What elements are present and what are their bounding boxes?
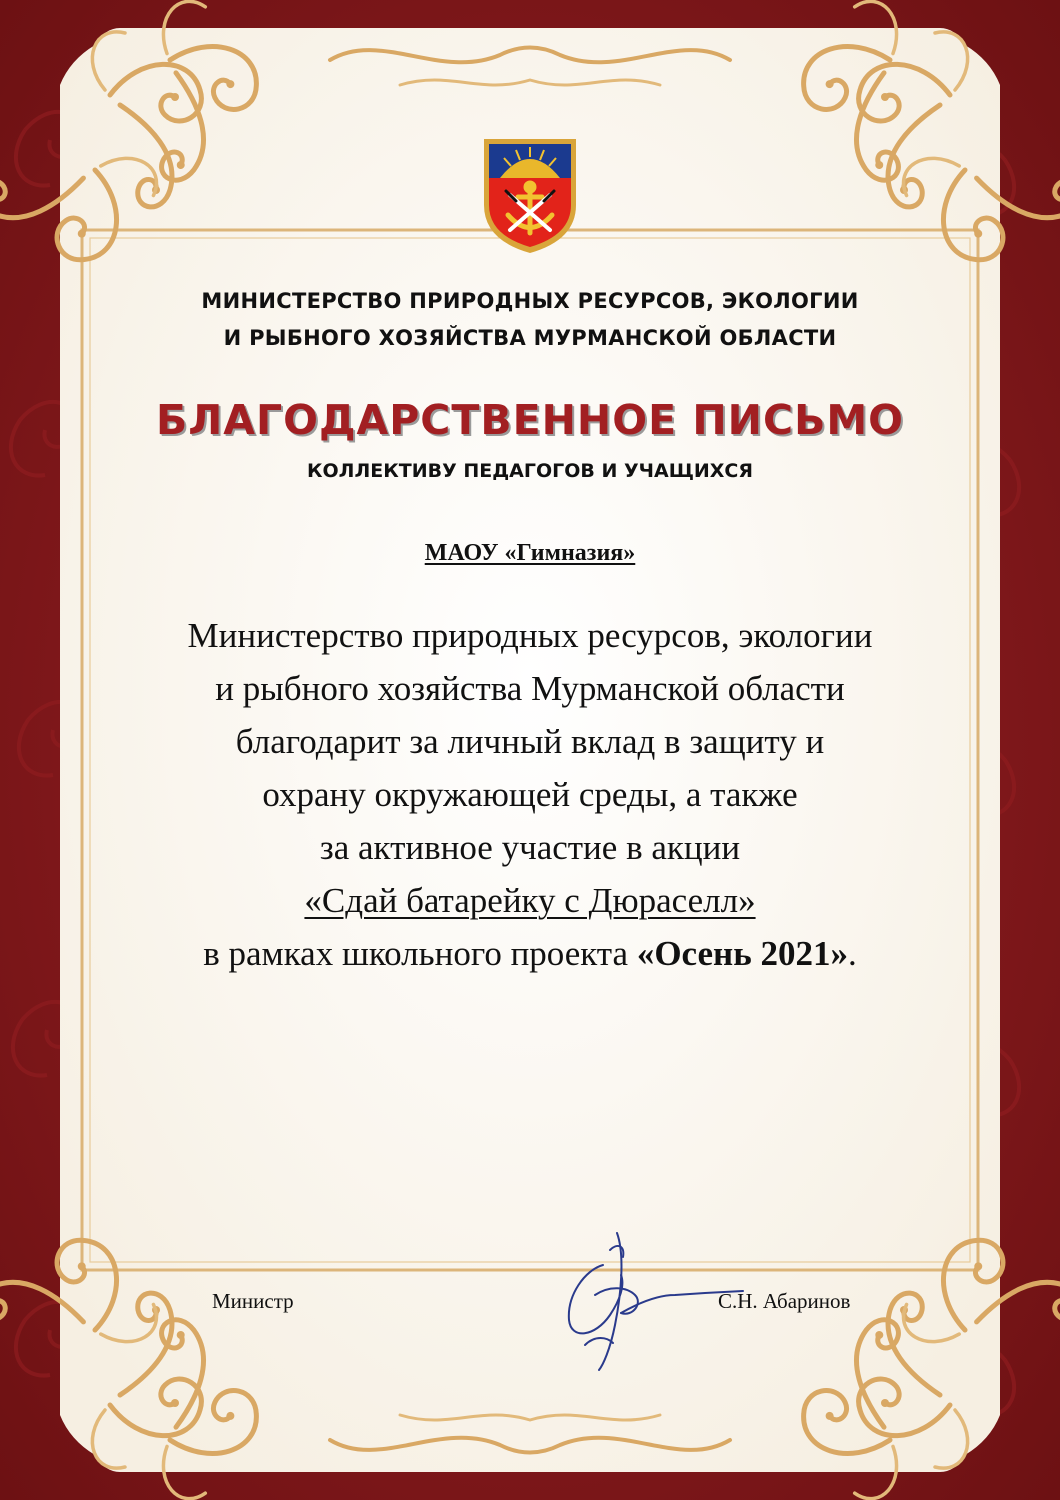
handwritten-signature-icon [555,1225,745,1375]
body-line [0,927,1060,980]
signer-position: Министр [212,1289,294,1313]
signer-name: С.Н. Абаринов [718,1289,851,1313]
ministry-name-line1: МИНИСТЕРСТВО ПРИРОДНЫХ РЕСУРСОВ, ЭКОЛОГИИ [201,289,859,313]
body-line: Министерство природных ресурсов, экологии [187,616,873,655]
body-text [0,609,1060,980]
campaign-name [0,874,1060,927]
project-name: «Осень 2021» [636,934,848,973]
ministry-name-line2: И РЫБНОГО ХОЗЯЙСТВА МУРМАНСКОЙ ОБЛАСТИ [223,326,837,350]
murmansk-coat-of-arms-icon [480,135,580,257]
campaign-name-text: «Сдай батарейку с Дюраселл» [304,881,756,920]
project-prefix: в рамках школьного проекта [203,934,637,973]
body-line: за активное участие в акции [319,828,741,867]
project-suffix: . [847,934,857,973]
document-title: БЛАГОДАРСТВЕННОЕ ПИСЬМО [155,396,904,444]
body-line: охрану окружающей среды, а также [262,775,798,814]
body-line: благодарит за личный вклад в защиту и [235,722,825,761]
organization-name: МАОУ «Гимназия» [424,540,636,566]
addressee: КОЛЛЕКТИВУ ПЕДАГОГОВ И УЧАЩИХСЯ [306,460,754,482]
body-line: и рыбного хозяйства Мурманской области [215,669,845,708]
